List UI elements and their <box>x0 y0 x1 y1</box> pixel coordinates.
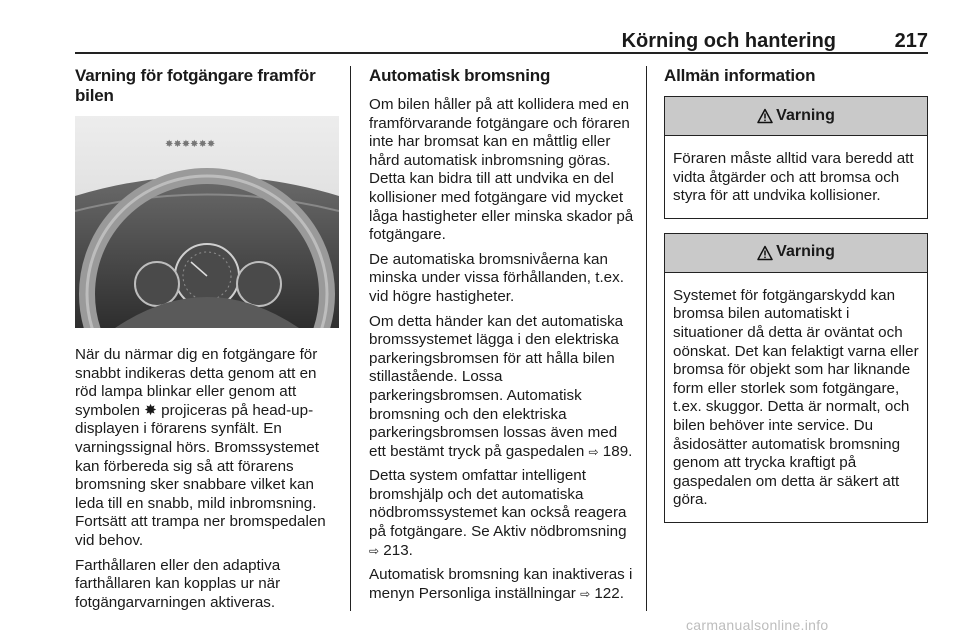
right-column <box>664 66 928 537</box>
warning-box-1 <box>664 96 928 219</box>
page-ref-arrow-icon: ⇨ <box>369 543 380 558</box>
section-heading-general-info: Allmän information <box>664 66 816 85</box>
page-header-title: Körning och hantering <box>621 30 836 52</box>
warning-box-2 <box>664 233 928 523</box>
warning-label: Varning <box>776 243 835 261</box>
hud-pedestrian-symbols: ✸✸✸✸✸✸ <box>165 139 216 150</box>
page-ref-link[interactable]: 213. <box>383 541 413 559</box>
warning-header <box>665 97 927 136</box>
column-divider-1 <box>350 66 351 611</box>
page-ref-arrow-icon: ⇨ <box>588 444 599 459</box>
watermark: carmanualsonline.info <box>686 617 829 633</box>
paragraph-braking-5: Automatisk bromsning kan inaktiveras i menyn Personliga inställningar ⇨ 122. <box>369 566 633 602</box>
section-heading-automatic-braking: Automatisk bromsning <box>369 66 551 85</box>
warning-triangle-icon <box>757 108 773 124</box>
paragraph-pedestrian-2: Farthållaren eller den adaptiva farthållaren kan kopplas ur när fotgängarvarningen aktiveras. <box>75 556 281 611</box>
section-heading-pedestrian-warning: Varning för fotgängare framför bilen <box>75 66 316 105</box>
middle-column <box>369 66 635 609</box>
paragraph-braking-4: Detta system omfattar intelligent bromshjälp och det automatiska nödbromssystemet kan också reagera på fotgängare. Se Aktiv nödbromsning ⇨ 213. <box>369 467 627 559</box>
paragraph-braking-1: Om bilen håller på att kollidera med en framförvarande fotgängare och föraren inte har bromsat kan en måttlig eller hård automatisk inbromsning göras. Detta kan bidra till att undvika en del kollisioner med fotgängare vid mycket låga hastigheter eller minska skador på fotgängare. <box>369 96 634 244</box>
warning-text: Systemet för fotgängarskydd kan bromsa bilen automatiskt i situationer då detta är oväntat och oönskat. Det kan felaktigt varna eller bromsa för objekt som har liknande form eller storlek som fotgängare, t.ex. skuggor. Detta är normalt, och bilen behöver inte service. Du åsidosätter automatisk bromsning genom att trycka kraftigt på gaspedalen om detta är säkert att göra. <box>673 286 919 509</box>
hud-dashboard-illustration <box>75 116 339 328</box>
page-ref-arrow-icon: ⇨ <box>580 586 591 601</box>
paragraph-braking-3: Om detta händer kan det automatiska bromssystemet lägga i den elektriska parkeringsbromsen för att hålla bilen stillastående. Lossa parkeringsbromsen. Automatisk bromsning och den elektriska parkeringsbromsen lossas även med ett bestämt tryck på gaspedalen ⇨ 189. <box>369 312 633 460</box>
page-ref-link[interactable]: 122. <box>594 584 624 602</box>
header-rule <box>75 52 928 54</box>
column-divider-2 <box>646 66 647 611</box>
paragraph-braking-2: De automatiska bromsnivåerna kan minska under vissa förhållanden, t.ex. vid högre hastigheter. <box>369 250 624 305</box>
warning-triangle-icon <box>757 245 773 261</box>
page-number: 217 <box>894 30 928 52</box>
warning-text: Föraren måste alltid vara beredd att vidta åtgärder och att bromsa och styra för att undvika kollisioner. <box>673 150 914 205</box>
left-column <box>75 66 341 618</box>
warning-label: Varning <box>776 106 835 124</box>
paragraph-pedestrian-1: När du närmar dig en fotgängare för snabbt indikeras detta genom att en röd lampa blinkar eller genom att symbolen ✸ projiceras på head-up-displayen i förarens synfält. En varningssignal hörs. Bromssystemet kan förbereda sig så att förarens bromsning sker snabbare vilket kan leda till en snabb, mild inbromsning. Fortsätt att trampa ner bromspedalen vid behov. <box>75 346 326 549</box>
page-ref-link[interactable]: 189. <box>602 442 633 460</box>
warning-header <box>665 234 927 273</box>
